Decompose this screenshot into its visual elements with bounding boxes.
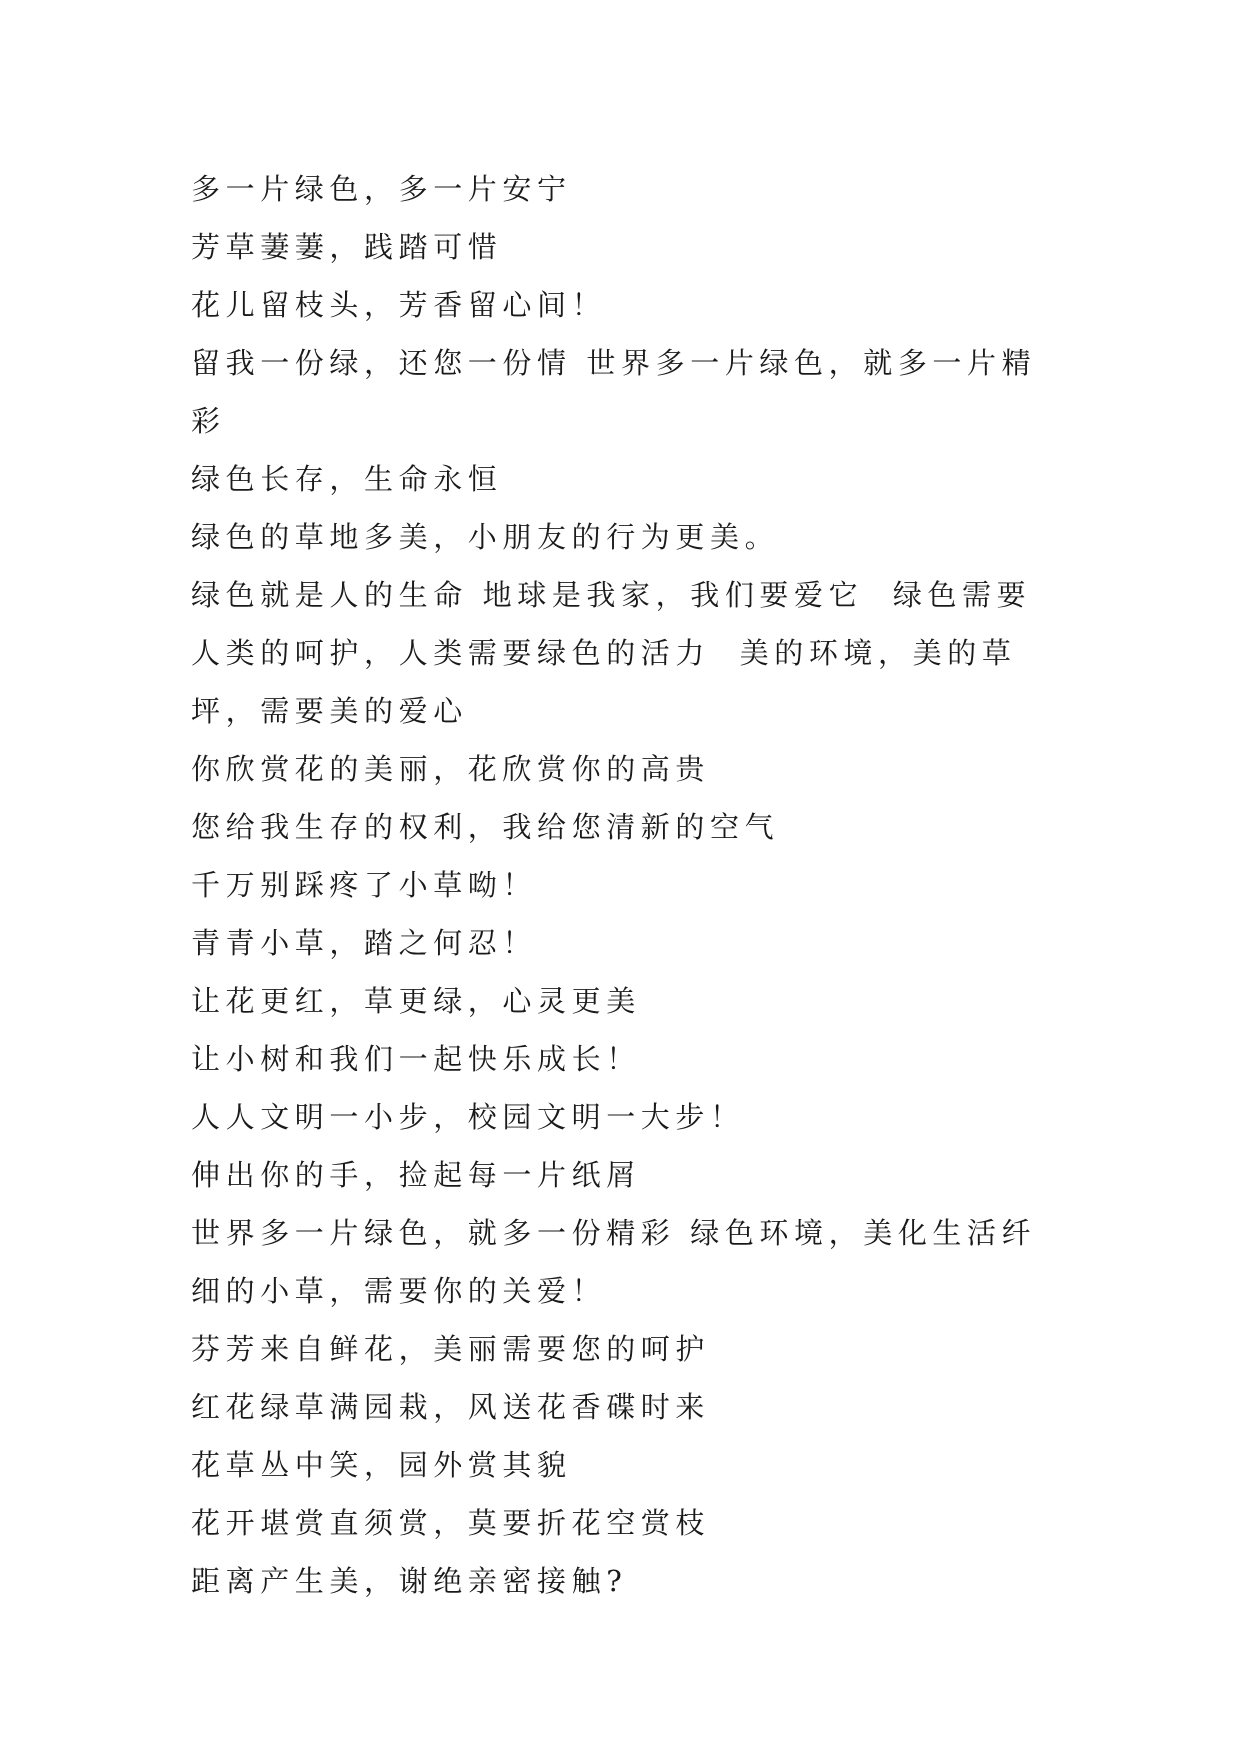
text-line: 芬芳来自鲜花，美丽需要您的呵护 xyxy=(191,1332,711,1366)
text-line: 绿色长存，生命永恒 xyxy=(191,462,503,496)
text-line: 芳草萋萋，践踏可惜 xyxy=(191,230,503,264)
text-line: 千万别踩疼了小草呦！ xyxy=(191,868,538,902)
text-line: 绿色的草地多美，小朋友的行为更美。 xyxy=(191,520,780,554)
document-body xyxy=(191,160,1057,1610)
text-line: 红花绿草满园栽，风送花香碟时来 xyxy=(191,1390,711,1424)
text-line: 伸出你的手，捡起每一片纸屑 xyxy=(191,1158,641,1192)
text-line: 花开堪赏直须赏，莫要折花空赏枝 xyxy=(191,1506,711,1540)
text-paragraph: 绿色就是人的生命 地球是我家，我们要爱它 绿色需要人类的呵护，人类需要绿色的活力 美的环境，美的草坪，需要美的爱心 xyxy=(191,578,1032,728)
text-line: 花草丛中笑，园外赏其貌 xyxy=(191,1448,572,1482)
text-line: 多一片绿色，多一片安宁 xyxy=(191,172,572,206)
text-line: 让小树和我们一起快乐成长！ xyxy=(191,1042,641,1076)
text-line: 留我一份绿，还您一份情 世界多一片绿色，就多一片精彩 xyxy=(191,346,1037,438)
text-line: 你欣赏花的美丽，花欣赏你的高贵 xyxy=(191,752,711,786)
text-line: 青青小草，踏之何忍！ xyxy=(191,926,538,960)
text-line: 您给我生存的权利，我给您清新的空气 xyxy=(191,810,780,844)
text-line: 距离产生美，谢绝亲密接触? xyxy=(191,1564,628,1598)
text-line: 让花更红，草更绿，心灵更美 xyxy=(191,984,641,1018)
text-line: 花儿留枝头，芳香留心间！ xyxy=(191,288,607,322)
text-line: 人人文明一小步，校园文明一大步！ xyxy=(191,1100,745,1134)
text-paragraph: 世界多一片绿色，就多一份精彩 绿色环境，美化生活纤细的小草，需要你的关爱！ xyxy=(191,1216,1037,1308)
